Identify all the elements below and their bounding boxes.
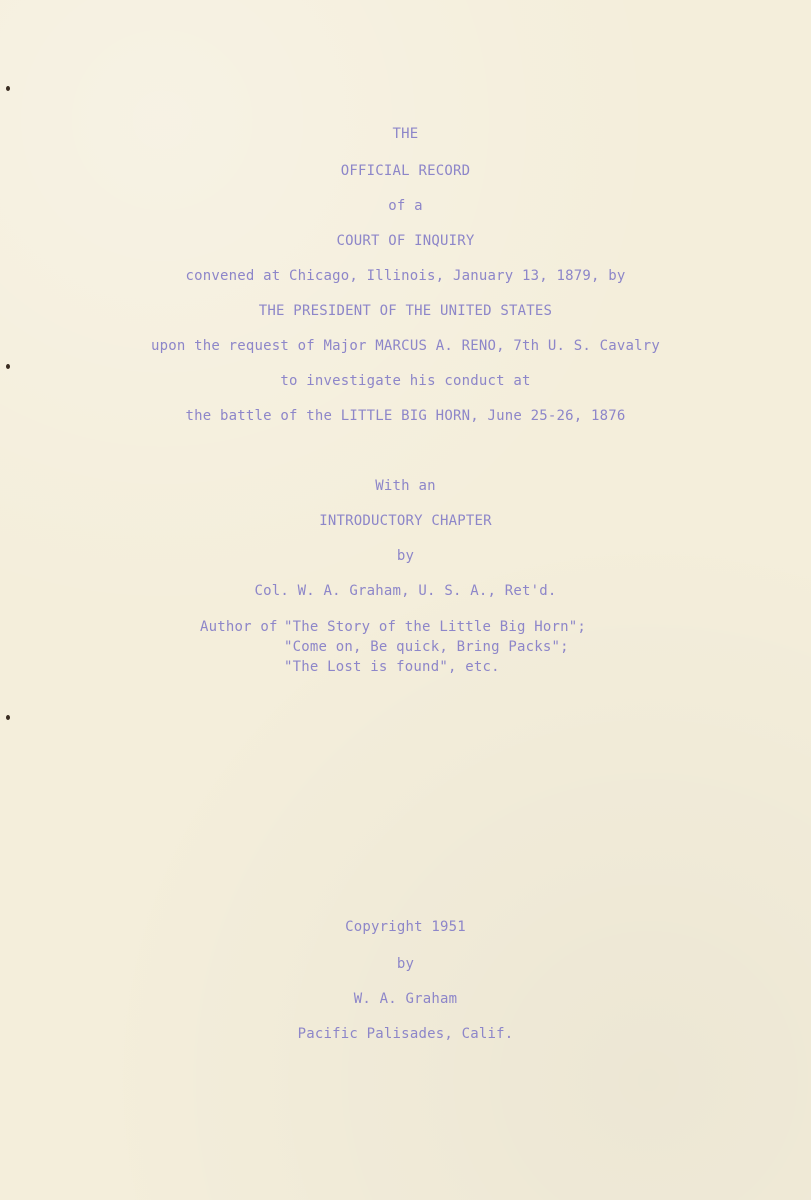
title-line-request: upon the request of Major MARCUS A. RENO, 7th U. S. Cavalry: [150, 338, 661, 354]
intro-line-with-an: With an: [375, 478, 436, 494]
title-line-president: THE PRESIDENT OF THE UNITED STATES: [258, 303, 553, 319]
copyright-by: by: [396, 956, 415, 972]
title-line-convened: convened at Chicago, Illinois, January 13, 1879, by: [185, 268, 626, 284]
punch-hole-mark: [6, 364, 10, 369]
intro-line-introductory-chapter: INTRODUCTORY CHAPTER: [319, 513, 492, 529]
author-of-label: Author of: [200, 619, 278, 635]
intro-line-by: by: [396, 548, 415, 564]
title-line-of-a: of a: [388, 198, 423, 214]
title-line-official-record: OFFICIAL RECORD: [340, 163, 471, 179]
copyright-line: Copyright 1951: [345, 919, 466, 935]
punch-hole-mark: [6, 86, 10, 91]
author-work-2: "Come on, Be quick, Bring Packs";: [284, 639, 569, 655]
copyright-name: W. A. Graham: [353, 991, 458, 1007]
title-line-investigate: to investigate his conduct at: [280, 373, 531, 389]
author-work-1: "The Story of the Little Big Horn";: [284, 619, 587, 635]
punch-hole-mark: [6, 715, 10, 720]
intro-line-author-name: Col. W. A. Graham, U. S. A., Ret'd.: [254, 583, 557, 599]
author-work-3: "The Lost is found", etc.: [284, 659, 500, 675]
title-line-court-of-inquiry: COURT OF INQUIRY: [336, 233, 475, 249]
title-line-battle: the battle of the LITTLE BIG HORN, June 25-26, 1876: [185, 408, 626, 424]
title-line-the: THE: [392, 126, 419, 142]
copyright-location: Pacific Palisades, Calif.: [297, 1026, 514, 1042]
